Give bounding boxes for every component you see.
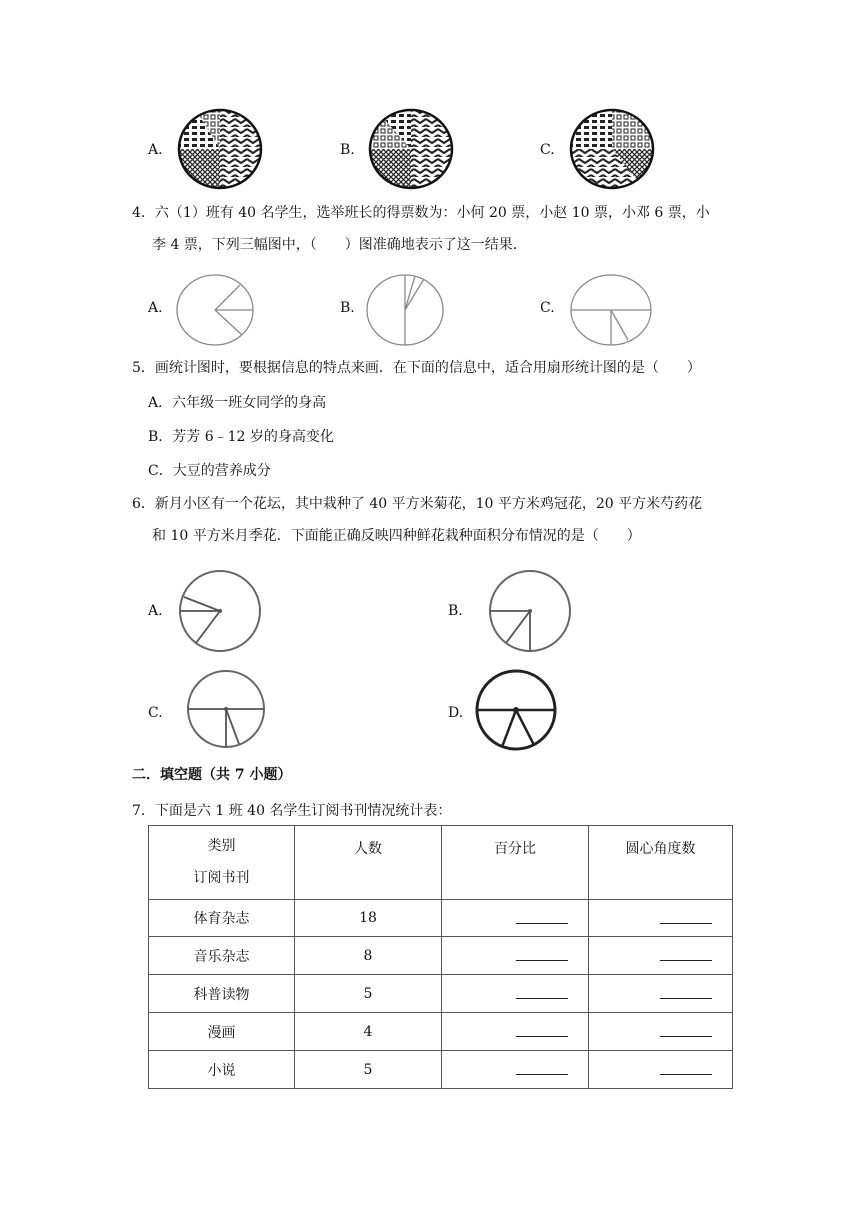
q3-pie-c — [567, 107, 657, 191]
q5-text: 5．画统计图时，要根据信息的特点来画．在下面的信息中，适合用扇形统计图的是（ ） — [132, 360, 701, 376]
section-2-title: 二．填空题（共 7 小题） — [132, 767, 292, 783]
table-row — [149, 900, 733, 937]
table-header-row — [149, 826, 733, 900]
q3-option-b-label: B. — [340, 142, 355, 158]
question-6 — [132, 488, 732, 552]
q6-option-a-label: A. — [148, 603, 163, 619]
header-angle: 圆心角度数 — [589, 826, 733, 900]
q3-option-a-label: A. — [148, 142, 163, 158]
angle-blank[interactable] — [660, 1022, 712, 1037]
row-count: 5 — [295, 975, 442, 1013]
percent-blank[interactable] — [516, 909, 568, 924]
q3-option-c-label: C. — [540, 142, 555, 158]
row-name: 体育杂志 — [149, 900, 295, 937]
q5-option-a: A．六年级一班女同学的身高 — [148, 395, 327, 411]
table-row — [149, 937, 733, 975]
header-count: 人数 — [295, 826, 442, 900]
q5-options — [148, 386, 334, 488]
row-name: 科普读物 — [149, 975, 295, 1013]
header-percent: 百分比 — [442, 826, 589, 900]
percent-blank[interactable] — [516, 1022, 568, 1037]
q4-option-b-label: B. — [340, 300, 355, 316]
row-count: 5 — [295, 1051, 442, 1089]
question-5 — [132, 352, 732, 384]
q5-option-b: B．芳芳 6﹣12 岁的身高变化 — [148, 429, 334, 445]
q6-pie-c — [184, 669, 268, 749]
angle-blank[interactable] — [660, 984, 712, 999]
table-row — [149, 975, 733, 1013]
angle-blank[interactable] — [660, 946, 712, 961]
q4-pie-a — [174, 272, 256, 348]
q5-option-c: C．大豆的营养成分 — [148, 463, 271, 479]
percent-blank[interactable] — [516, 1060, 568, 1075]
q4-line2: 李 4 票，下列三幅图中，（ ）图准确地表示了这一结果． — [152, 237, 527, 253]
q4-option-c-label: C. — [540, 300, 555, 316]
row-count: 4 — [295, 1013, 442, 1051]
q6-option-c-label: C. — [148, 705, 163, 721]
q6-option-d-label: D. — [448, 705, 464, 721]
header-category-bottom: 订阅书刊 — [193, 870, 250, 886]
q3-pie-b — [366, 107, 456, 191]
table-row — [149, 1051, 733, 1089]
question-4 — [132, 197, 732, 261]
angle-blank[interactable] — [660, 909, 712, 924]
q4-line1: 4．六（1）班有 40 名学生，选举班长的得票数为：小何 20 票，小赵 10 票，小邓 6 票，小 — [132, 205, 710, 221]
row-name: 音乐杂志 — [149, 937, 295, 975]
q6-option-b-label: B. — [448, 603, 463, 619]
header-category-top: 类别 — [207, 838, 236, 854]
table-row — [149, 1013, 733, 1051]
row-count: 8 — [295, 937, 442, 975]
row-name: 小说 — [149, 1051, 295, 1089]
q6-line1: 6．新月小区有一个花坛，其中栽种了 40 平方米菊花，10 平方米鸡冠花，20 平方米芍药花 — [132, 496, 703, 512]
q6-pie-a — [174, 567, 266, 655]
angle-blank[interactable] — [660, 1060, 712, 1075]
q4-pie-b — [364, 272, 446, 348]
q4-option-a-label: A. — [148, 300, 163, 316]
q7-text: 7．下面是六 1 班 40 名学生订阅书刊情况统计表： — [132, 803, 452, 819]
row-count: 18 — [295, 900, 442, 937]
header-category — [149, 826, 295, 900]
q7-table — [148, 825, 733, 1089]
row-name: 漫画 — [149, 1013, 295, 1051]
q6-pie-d — [472, 669, 560, 751]
q3-pie-a — [175, 107, 265, 191]
q6-pie-b — [484, 567, 576, 655]
q4-pie-c — [568, 272, 654, 348]
q6-line2: 和 10 平方米月季花．下面能正确反映四种鲜花栽种面积分布情况的是（ ） — [152, 528, 641, 544]
percent-blank[interactable] — [516, 946, 568, 961]
percent-blank[interactable] — [516, 984, 568, 999]
